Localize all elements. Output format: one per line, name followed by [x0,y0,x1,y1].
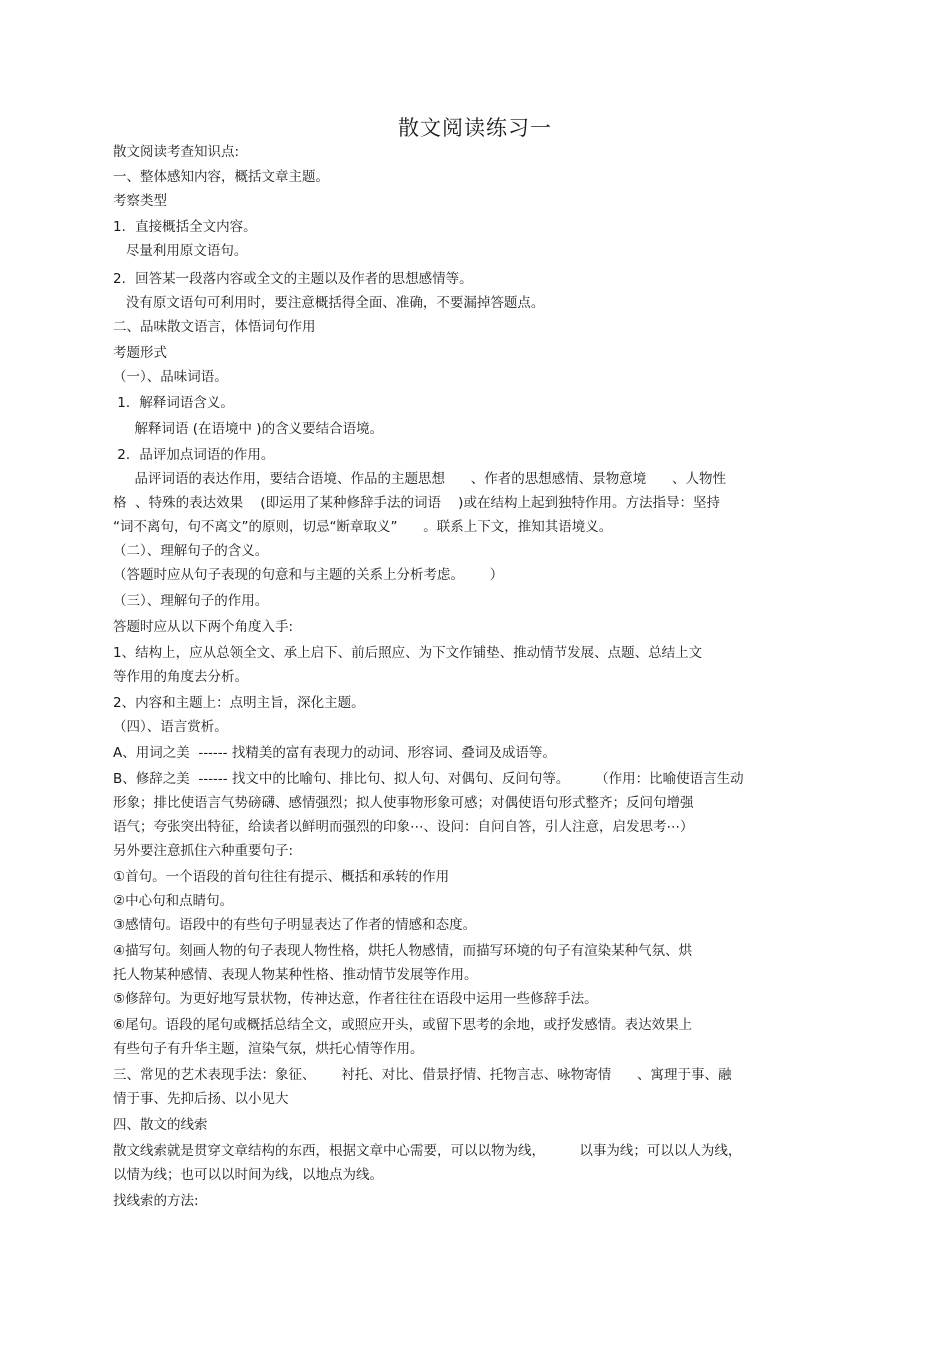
text-line: 没有原文语句可利用时，要注意概括得全面、准确，不要漏掉答题点。 [113,295,545,311]
text-line: B、修辞之美 ------ 找文中的比喻句、排比句、拟人句、对偶句、反问句等。 （作用：比喻使语言生动 [113,771,744,787]
text-line: 品评词语的表达作用，要结合语境、作品的主题思想 、作者的思想感情、景物意境 、人物性 [113,471,726,487]
text-line: ⑤修辞句。为更好地写景状物，传神达意，作者往往在语段中运用一些修辞手法。 [113,991,598,1007]
text-line: 尽量利用原文语句。 [113,243,248,259]
page-title: 散文阅读练习一 [398,116,552,140]
text-line: 散文阅读考查知识点: [113,144,240,160]
text-line: 1．直接概括全文内容。 [113,219,257,235]
text-line: 2．回答某一段落内容或全文的主题以及作者的思想感情等。 [113,271,473,287]
text-line: A、用词之美 ------ 找精美的富有表现力的动词、形容词、叠词及成语等。 [113,745,556,761]
text-line: 有些句子有升华主题，渲染气氛，烘托心情等作用。 [113,1041,424,1057]
text-line: 2、内容和主题上：点明主旨，深化主题。 [113,695,365,711]
text-line: 解释词语 (在语境中 )的含义要结合语境。 [113,421,384,437]
text-line: （一）、品味词语。 [113,369,228,385]
text-line: 另外要注意抓住六种重要句子: [113,843,294,859]
text-line: 答题时应从以下两个角度入手: [113,619,294,635]
text-line: 1、结构上，应从总领全文、承上启下、前后照应、为下文作铺垫、推动情节发展、点题、总结上文 [113,645,703,661]
text-line: ②中心句和点睛句。 [113,893,234,909]
text-line: 三、常见的艺术表现手法：象征、 衬托、对比、借景抒情、托物言志、咏物寄情 、寓理于事、融 [113,1067,732,1083]
text-line: 找线索的方法: [113,1193,199,1209]
text-line: 以情为线；也可以以时间为线，以地点为线。 [113,1167,383,1183]
text-line: “词不离句，句不离文”的原则，切忌“断章取义” 。联系上下文，推知其语境义。 [113,519,613,535]
text-line: 情于事、先抑后扬、以小见大 [113,1091,289,1107]
text-line: 等作用的角度去分析。 [113,669,248,685]
text-line: 语气；夸张突出特征，给读者以鲜明而强烈的印象⋯、设问：自问自答，引人注意，启发思考⋯） [113,819,694,835]
text-line: 散文线索就是贯穿文章结构的东西，根据文章中心需要，可以以物为线， 以事为线；可以以人为线， [113,1143,742,1159]
text-line: ④描写句。刻画人物的句子表现人物性格，烘托人物感情，而描写环境的句子有渲染某种气氛、烘 [113,943,693,959]
text-line: 一、整体感知内容，概括文章主题。 [113,169,329,185]
text-line: （三）、理解句子的作用。 [113,593,269,609]
text-line: （答题时应从句子表现的句意和与主题的关系上分析考虑。 ） [113,567,504,583]
text-line: 形象；排比使语言气势磅礴、感情强烈；拟人使事物形象可感；对偶使语句形式整齐；反问句增强 [113,795,694,811]
text-line: 托人物某种感情、表现人物某种性格、推动情节发展等作用。 [113,967,478,983]
text-line: 二、品味散文语言，体悟词句作用 [113,319,316,335]
text-line: ①首句。一个语段的首句往往有提示、概括和承转的作用 [113,869,450,885]
text-line: 格 、特殊的表达效果 (即运用了某种修辞手法的词语 )或在结构上起到独特作用。方法指导：坚持 [113,495,720,511]
text-line: 2．品评加点词语的作用。 [113,447,275,463]
text-line: 考题形式 [113,345,167,361]
text-line: 四、散文的线索 [113,1117,208,1133]
text-line: ③感情句。语段中的有些句子明显表达了作者的情感和态度。 [113,917,477,933]
text-line: ⑥尾句。语段的尾句或概括总结全文，或照应开头，或留下思考的余地，或抒发感情。表达效果上 [113,1017,693,1033]
text-line: 考察类型 [113,193,167,209]
text-line: （四）、语言赏析。 [113,719,228,735]
text-line: 1．解释词语含义。 [113,395,234,411]
text-line: （二）、理解句子的含义。 [113,543,269,559]
